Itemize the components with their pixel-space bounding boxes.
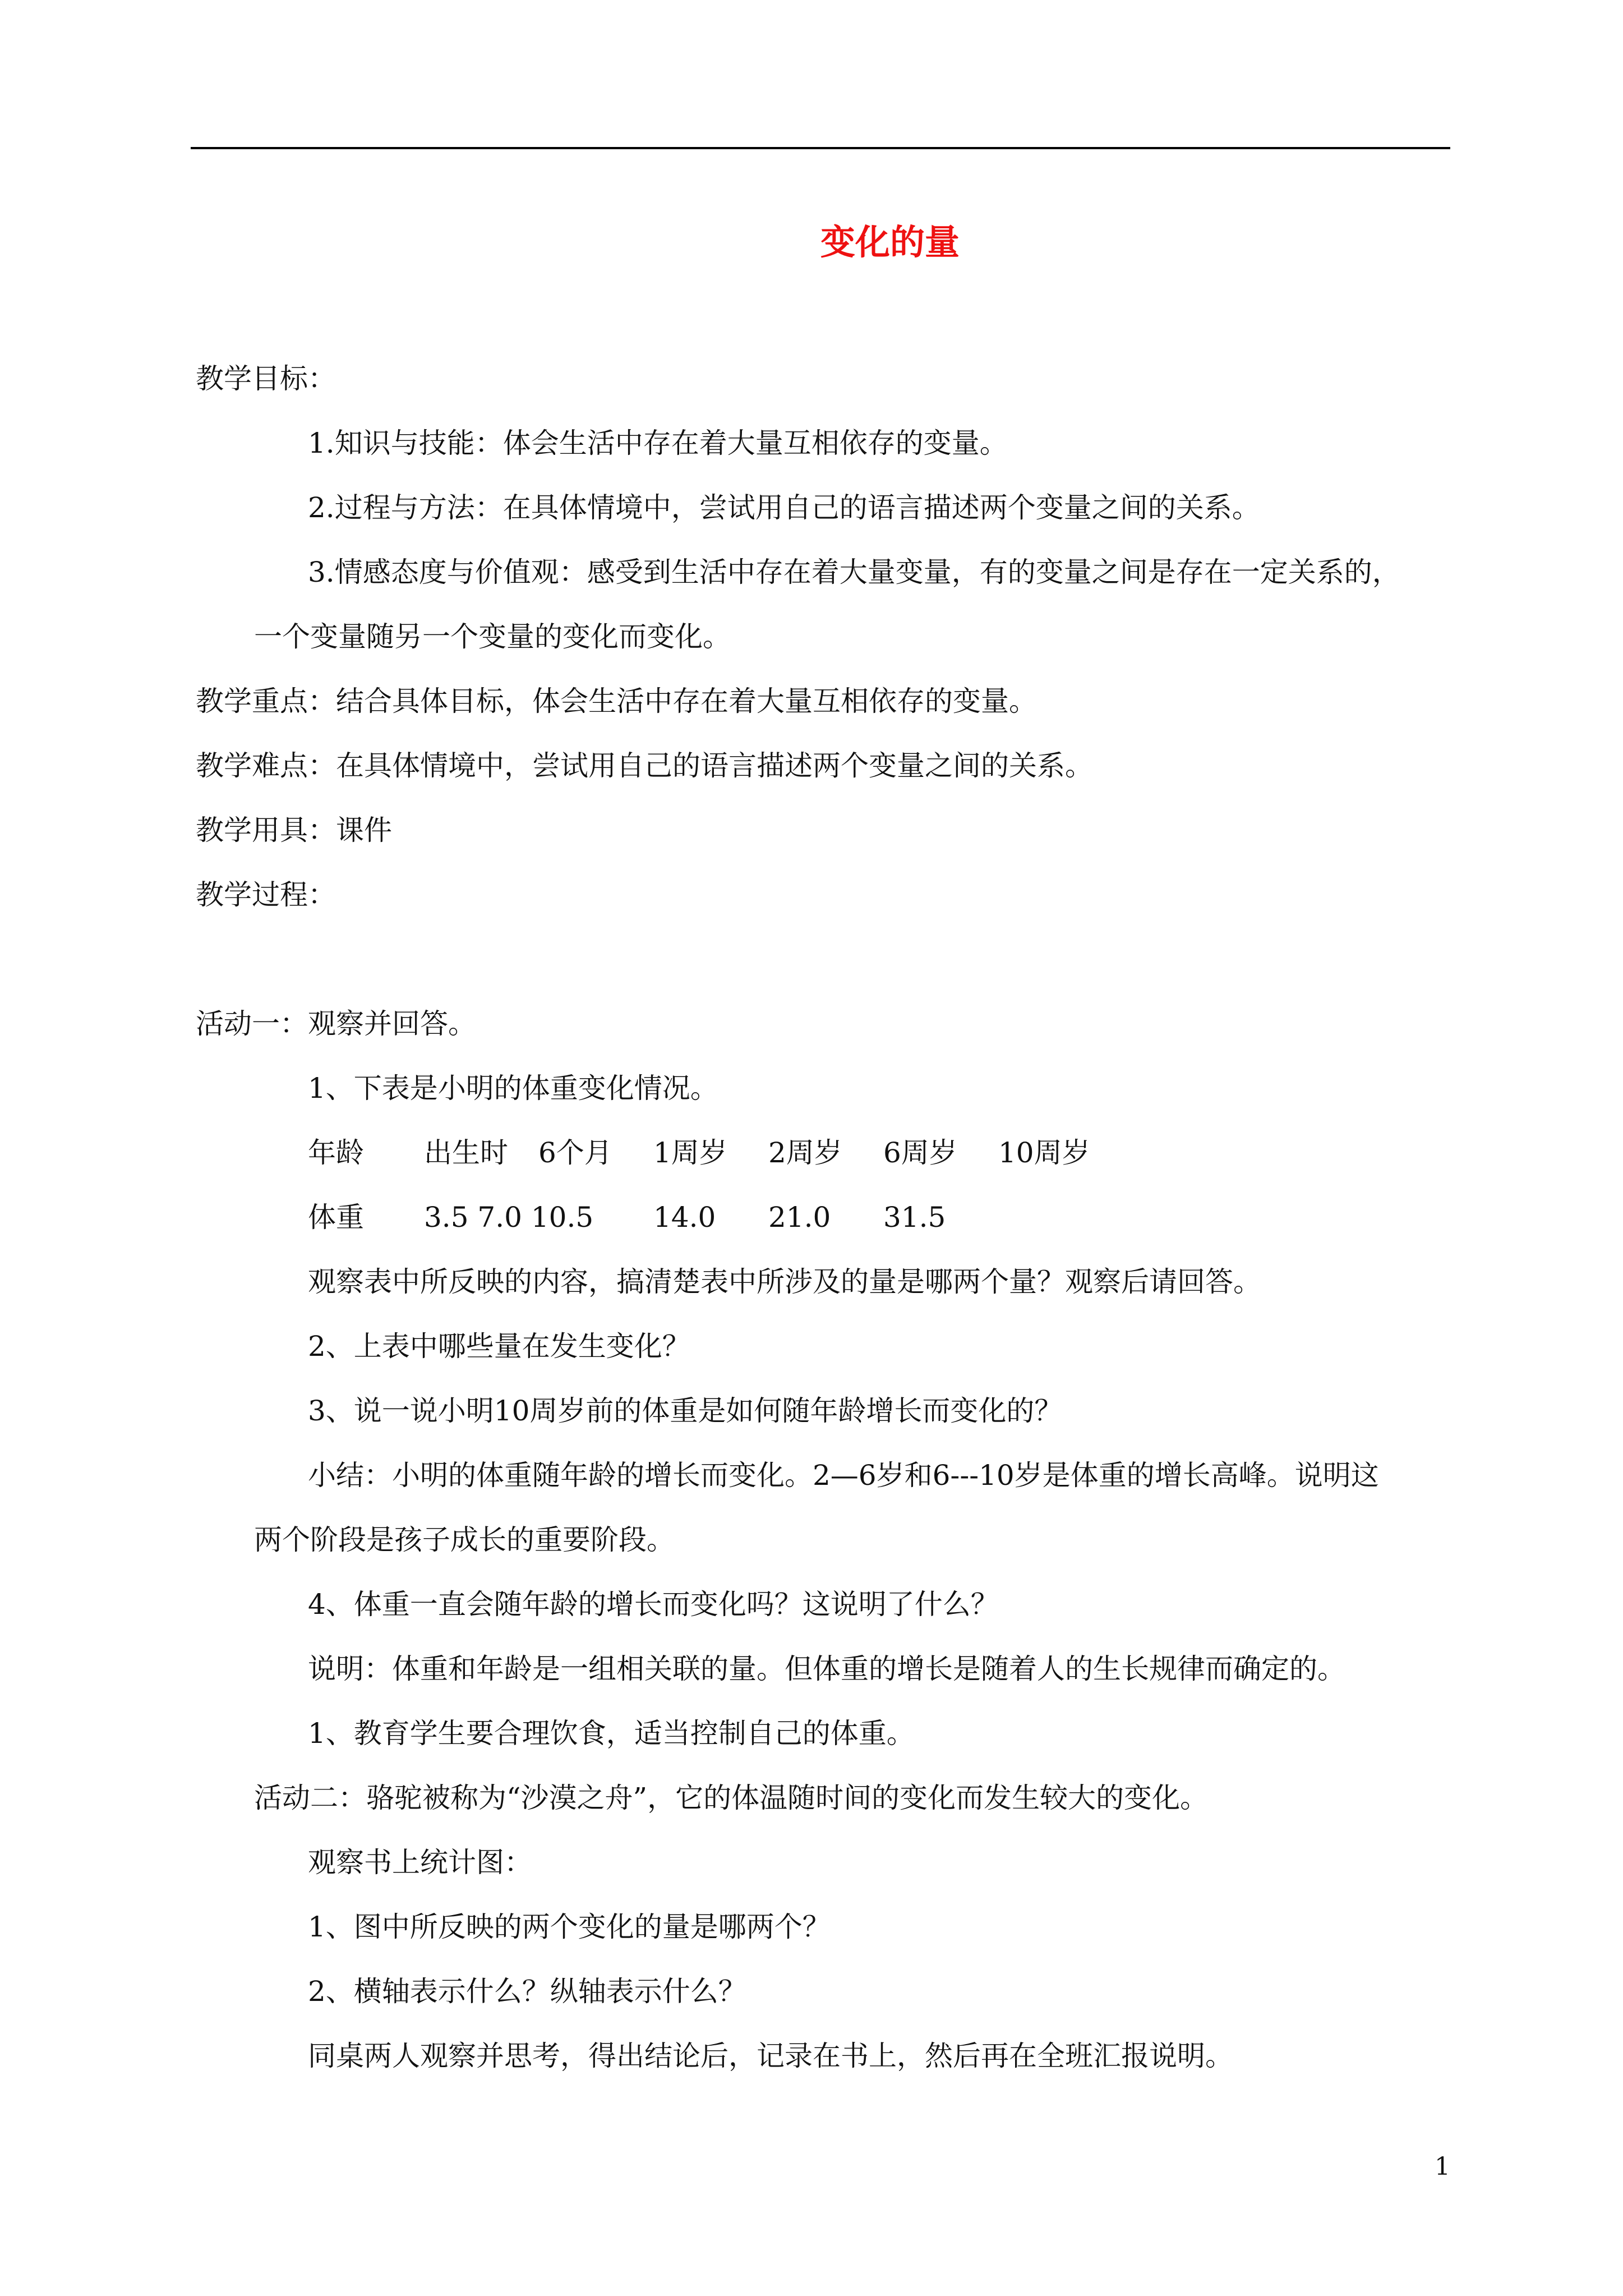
activity1-question-1: 1、下表是小明的体重变化情况。 [308, 1072, 718, 1105]
activity1-explain: 说明：体重和年龄是一组相关联的量。但体重的增长是随着人的生长规律而确定的。 [308, 1653, 1345, 1685]
activity1-question-2: 2、上表中哪些量在发生变化？ [308, 1330, 690, 1363]
objective-3-continued: 一个变量随另一个变量的变化而变化。 [254, 620, 731, 653]
weight-cell: 31.5 [883, 1201, 946, 1234]
process-heading: 教学过程： [196, 878, 336, 911]
objective-3: 3.情感态度与价值观：感受到生活中存在着大量变量，有的变量之间是存在一定关系的， [308, 556, 1400, 588]
weight-label: 体重 [308, 1201, 364, 1234]
activity1-heading: 活动一：观察并回答。 [196, 1007, 476, 1040]
activity2-task: 同桌两人观察并思考，得出结论后，记录在书上，然后再在全班汇报说明。 [308, 2040, 1233, 2072]
page-title: 变化的量 [820, 222, 960, 263]
objective-1: 1.知识与技能：体会生活中存在着大量互相依存的变量。 [308, 427, 1008, 459]
activity1-educate: 1、教育学生要合理饮食，适当控制自己的体重。 [308, 1717, 915, 1750]
activity2-observe: 观察书上统计图： [308, 1846, 532, 1879]
weight-cell: 14.0 [653, 1201, 716, 1234]
age-cell: 2周岁 [768, 1137, 842, 1169]
activity1-observe: 观察表中所反映的内容，搞清楚表中所涉及的量是哪两个量？观察后请回答。 [308, 1266, 1261, 1298]
weight-cell: 21.0 [768, 1201, 831, 1234]
activity1-summary-continued: 两个阶段是孩子成长的重要阶段。 [254, 1524, 675, 1556]
activity2-heading: 活动二：骆驼被称为“沙漠之舟”，它的体温随时间的变化而发生较大的变化。 [254, 1782, 1209, 1814]
age-cell: 6个月 [538, 1137, 612, 1169]
page-number: 1 [1435, 2152, 1450, 2181]
key-point: 教学重点：结合具体目标，体会生活中存在着大量互相依存的变量。 [196, 685, 1037, 717]
activity1-question-4: 4、体重一直会随年龄的增长而变化吗？这说明了什么？ [308, 1588, 999, 1621]
activity1-question-3: 3、说一说小明10周岁前的体重是如何随年龄增长而变化的？ [308, 1395, 1063, 1427]
tools: 教学用具：课件 [196, 814, 392, 846]
objective-2: 2.过程与方法：在具体情境中，尝试用自己的语言描述两个变量之间的关系。 [308, 491, 1260, 524]
age-cell: 1周岁 [653, 1137, 727, 1169]
age-cell: 出生时 [424, 1137, 508, 1169]
age-cell: 6周岁 [883, 1137, 957, 1169]
activity2-question-2: 2、横轴表示什么？纵轴表示什么？ [308, 1975, 746, 2008]
difficulty: 教学难点：在具体情境中，尝试用自己的语言描述两个变量之间的关系。 [196, 749, 1093, 782]
age-label: 年龄 [308, 1137, 364, 1169]
header-rule [191, 147, 1450, 149]
activity2-question-1: 1、图中所反映的两个变化的量是哪两个？ [308, 1911, 831, 1943]
weight-cell: 3.5 7.0 10.5 [424, 1201, 594, 1234]
activity1-summary: 小结：小明的体重随年龄的增长而变化。2—6岁和6---10岁是体重的增长高峰。说明这 [308, 1459, 1379, 1492]
age-cell: 10周岁 [998, 1137, 1090, 1169]
objectives-heading: 教学目标： [196, 362, 336, 395]
